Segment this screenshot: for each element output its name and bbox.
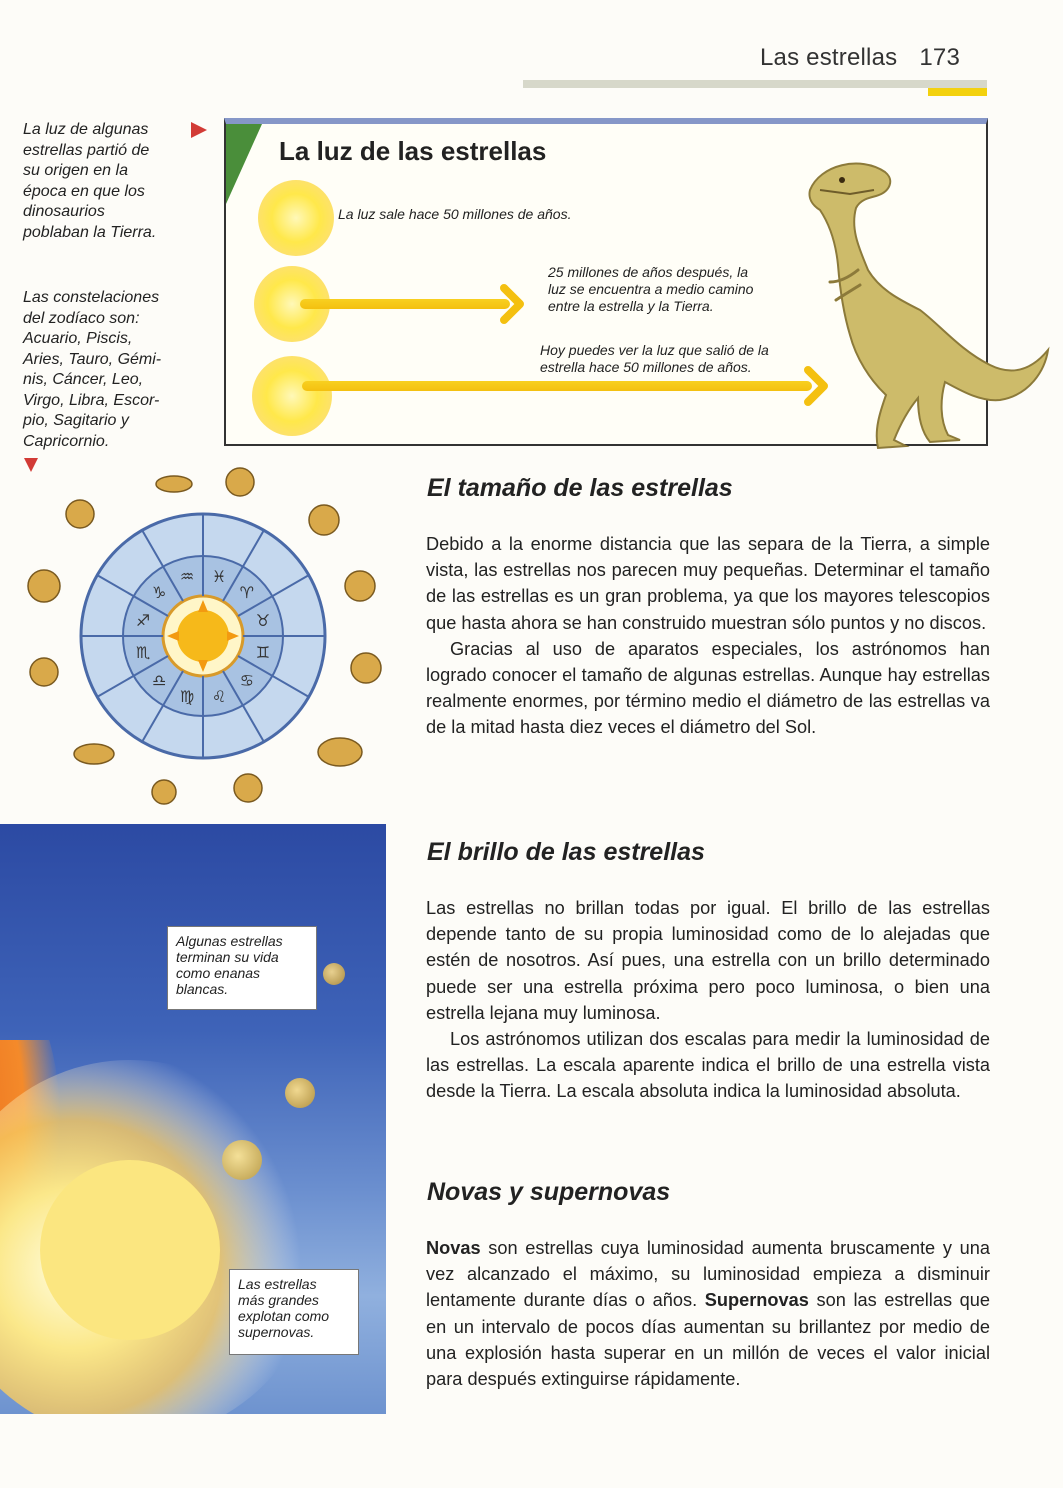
side-note-zodiac [23,288,161,452]
header-rule-accent [928,88,987,96]
novas-section-title: Novas y supernovas [427,1178,671,1206]
side-note-line: La luz de algunas [23,121,149,138]
brightness-section-text [426,895,990,1105]
zodiac-figure-icon [345,571,375,601]
paragraph [426,1235,990,1392]
side-note-line: Capricornio. [23,432,110,450]
zodiac-figure-icon [234,774,262,802]
pointer-right-icon [191,122,207,138]
side-note-line: pio, Sagitario y [23,412,129,429]
caption-line: Algunas estrellas [176,933,283,949]
paragraph: Los astrónomos utilizan dos escalas para medir la luminosidad de las estrellas. La escala aparente indica el brillo de una estrella vista desde la Tierra. La escala absoluta indica la luminosidad absoluta. [426,1029,990,1102]
zodiac-figure-icon [156,476,192,492]
page-number: 173 [919,44,960,71]
side-note-line: Aries, Tauro, Gémi- [23,350,162,368]
arrow-head-icon [500,284,526,324]
side-note-line: Virgo, Libra, Escor- [23,391,160,409]
zodiac-figure-icon [152,780,176,804]
side-note-line: poblaban la Tierra. [23,223,157,241]
star-icon [285,1078,315,1108]
novas-section-text [426,1235,990,1392]
term-supernovas: Supernovas [704,1290,809,1311]
light-step-2 [548,264,753,315]
zodiac-sign-virgo: ♍ [179,686,195,706]
side-note-line: Acuario, Piscis, [23,330,133,347]
light-step-3 [540,342,769,376]
light-step-line: luz se encuentra a medio camino [548,281,754,297]
zodiac-sign-aquarius: ♒ [179,567,195,587]
paragraph: Gracias al uso de aparatos especiales, los astrónomos han logrado conocer el tamaño de algunas estrellas. Aunque hay estrellas realmente enormes, por término medio el diámetro de las estrellas va de la mitad hasta diez veces el diámetro del Sol. [426,638,990,738]
zodiac-sign-leo: ♌ [211,686,227,706]
zodiac-sign-pisces: ♓ [211,567,227,587]
zodiac-sign-cancer: ♋ [239,670,254,690]
section-name: Las estrellas [760,44,898,71]
side-note-line: Las constelaciones [23,289,160,306]
light-step-line: entre la estrella y la Tierra. [548,298,714,314]
light-step-line: La luz sale hace 50 millones de años. [338,206,572,222]
zodiac-sign-taurus: ♉ [255,611,271,630]
zodiac-figure-icon [28,570,60,602]
supernova-caption [229,1269,359,1355]
light-beam [300,299,510,309]
zodiac-figure-icon [66,500,94,528]
white-dwarf-caption [167,926,317,1010]
zodiac-sign-gemini: ♊ [255,643,271,662]
side-note-line: estrellas partió de [23,141,150,159]
running-head [760,44,960,72]
box-corner-decoration [226,124,262,204]
header-rule [523,80,987,88]
light-step-line: 25 millones de años después, la [548,264,749,280]
supernova-icon [0,1040,386,1414]
white-dwarf-icon [323,963,345,985]
side-note-dinosaurs [23,120,156,243]
caption-line: explotan como [238,1308,330,1324]
star-icon [252,356,332,436]
zodiac-figure-icon [74,744,114,764]
side-note-line: nis, Cáncer, Leo, [23,371,144,388]
caption-line: terminan su vida [176,949,279,965]
text-span: son las estrellas que en un intervalo de pocos días aumentan su brillantez por medio de una explosión hasta superar en un millón de veces el valor inicial para después extinguirse rápidamente. [426,1290,991,1390]
zodiac-figure-icon [309,505,339,535]
zodiac-sign-libra: ♎ [152,670,167,690]
caption-line: Las estrellas [238,1276,317,1292]
light-step-line: Hoy puedes ver la luz que salió de la [540,342,769,358]
side-note-line: su origen en la [23,162,128,179]
zodiac-sign-aries: ♈ [239,583,254,603]
side-note-line: época en que los [23,182,145,200]
brightness-section-title: El brillo de las estrellas [427,838,705,866]
zodiac-wheel-illustration [14,462,390,812]
text-span: son estrellas cuya luminosidad aumenta bruscamente y una vez alcanzado el máximo, su luminosidad empieza a disminuir lentamente durante días o años. [426,1238,990,1311]
light-beam [302,381,812,391]
zodiac-figure-icon [318,738,362,766]
zodiac-sign-sagittarius: ♐ [135,611,151,630]
side-note-line: dinosaurios [23,203,105,220]
caption-line: más grandes [238,1292,319,1308]
caption-line: como enanas [176,965,261,981]
zodiac-figure-icon [351,653,381,683]
star-icon [258,180,334,256]
box-title: La luz de las estrellas [279,136,547,166]
star-icon [222,1140,262,1180]
light-step-line: estrella hace 50 millones de años. [540,359,752,375]
zodiac-figure-icon [30,658,58,686]
size-section-title: El tamaño de las estrellas [427,474,733,502]
zodiac-sign-scorpio: ♏ [135,643,151,662]
paragraph: Las estrellas no brillan todas por igual. El brillo de las estrellas depende tanto de su propia luminosidad como de lo alejadas que estén de nosotros. Así pues, una estrella con un brillo determinado puede ser una estrella próxima pero poco luminosa, o bien una estrella lejana muy luminosa. [426,898,990,1023]
caption-line: supernovas. [238,1324,315,1340]
dinosaur-illustration [790,150,1052,460]
caption-line: blancas. [176,981,229,997]
zodiac-figure-icon [226,468,254,496]
paragraph: Debido a la enorme distancia que las separa de la Tierra, a simple vista, las estrellas nos parecen muy pequeñas. Determinar el tamaño de las estrellas es un gran problema, ya que los mayores telescopios que hasta ahora se han construido muestran sólo puntos y no discos. [426,534,990,633]
zodiac-sign-capricorn: ♑ [152,583,167,603]
side-note-line: del zodíaco son: [23,309,140,327]
term-novas: Novas [426,1238,481,1258]
light-step-1 [338,206,571,223]
size-section-text [426,531,990,741]
